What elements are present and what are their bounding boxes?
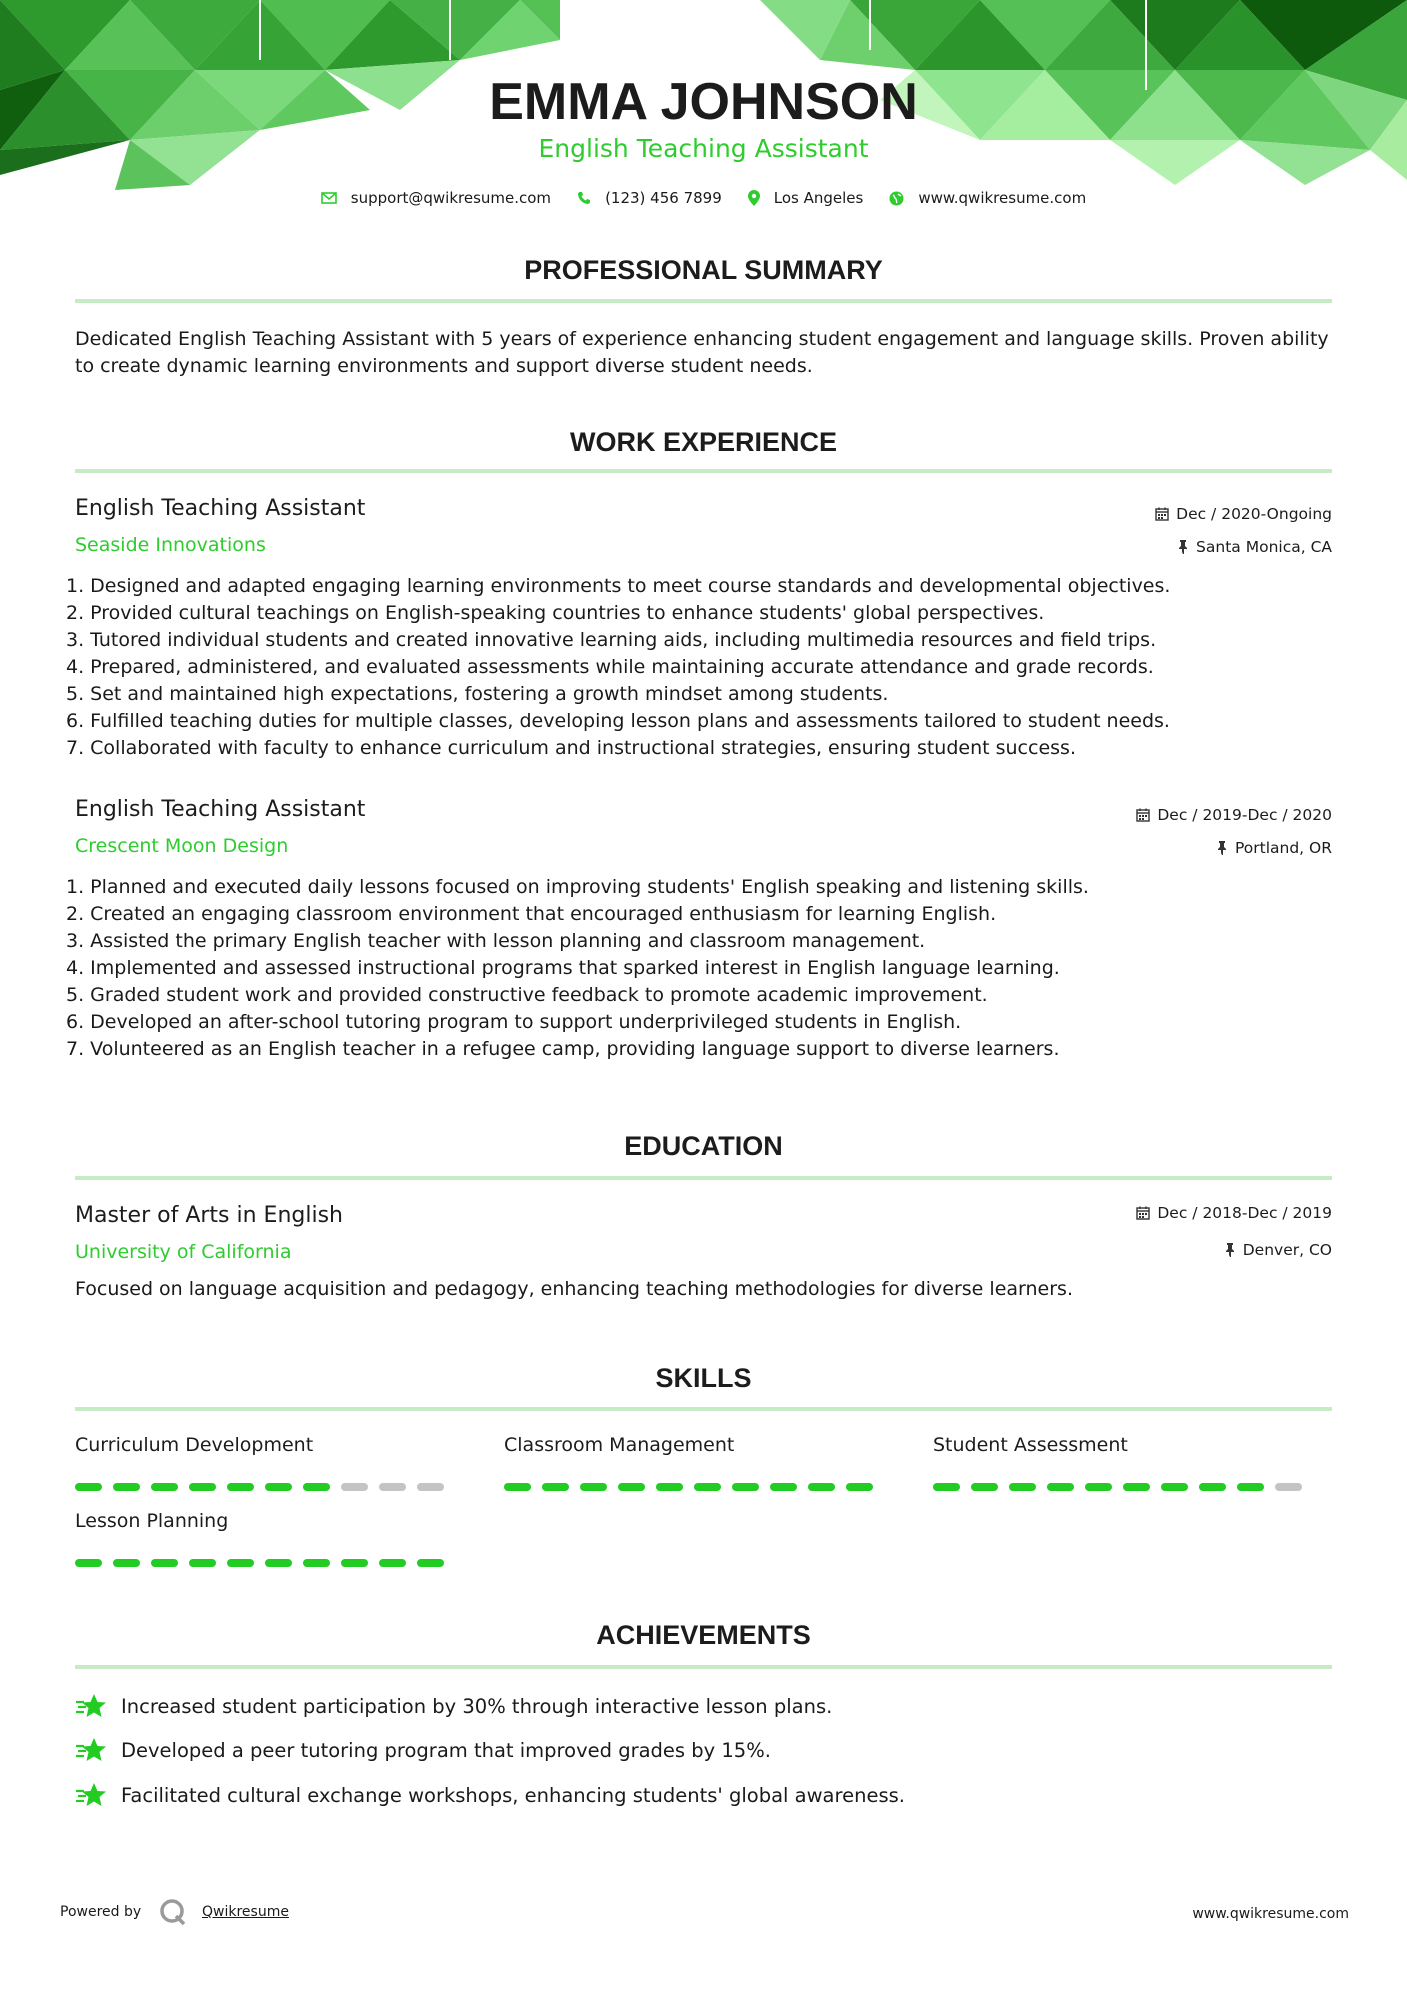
- list-item: 7. Collaborated with faculty to enhance curriculum and instructional strategies, ensuring student success.: [66, 737, 1076, 759]
- skill-segment-filled: [227, 1559, 254, 1567]
- list-item: 7. Volunteered as an English teacher in a refugee camp, providing language support to diverse learners.: [66, 1038, 1060, 1060]
- education-location-text: Denver, CO: [1242, 1241, 1332, 1259]
- experience-divider: [75, 469, 1332, 473]
- skill-segment-filled: [189, 1483, 216, 1491]
- skills-divider: [75, 1407, 1332, 1411]
- skill-segment-filled: [971, 1483, 998, 1491]
- summary-divider: [75, 299, 1332, 303]
- skill-segment-filled: [265, 1483, 292, 1491]
- pin-icon: [1224, 1243, 1236, 1257]
- contact-location: [748, 189, 864, 207]
- education-description: Focused on language acquisition and pedagogy, enhancing teaching methodologies for diverse learners.: [75, 1278, 1073, 1300]
- contact-email[interactable]: [321, 189, 551, 207]
- skill-segment-empty: [417, 1483, 444, 1491]
- job-bullets: [66, 874, 1346, 1063]
- job-bullets: [66, 573, 1346, 762]
- calendar-icon: [1155, 507, 1169, 521]
- education-divider: [75, 1176, 1332, 1180]
- phone-icon: [577, 191, 591, 205]
- achievements-heading: ACHIEVEMENTS: [596, 1620, 811, 1650]
- skill-segment-filled: [1161, 1483, 1188, 1491]
- website-text: www.qwikresume.com: [918, 189, 1087, 207]
- email-text: support@qwikresume.com: [350, 189, 552, 207]
- job-dates: [1155, 505, 1332, 523]
- education-dates: [1136, 1204, 1332, 1222]
- achievement-text: Facilitated cultural exchange workshops, enhancing students' global awareness.: [121, 1783, 905, 1807]
- achievement-text: Increased student participation by 30% through interactive lesson plans.: [121, 1694, 833, 1718]
- education-location: [1224, 1241, 1332, 1259]
- skill-segment-filled: [1047, 1483, 1074, 1491]
- skill-segment-filled: [1123, 1483, 1150, 1491]
- skill-segment-filled: [113, 1483, 140, 1491]
- achievement-item: [75, 1781, 905, 1809]
- list-item: 6. Fulfilled teaching duties for multiple classes, developing lesson plans and assessments tailored to student needs.: [66, 710, 1170, 732]
- candidate-title: English Teaching Assistant: [538, 134, 869, 163]
- list-item: 1. Designed and adapted engaging learning environments to meet course standards and developmental objectives.: [66, 575, 1171, 597]
- skill-segment-filled: [417, 1559, 444, 1567]
- contact-phone[interactable]: [577, 189, 722, 207]
- skill-segment-filled: [1085, 1483, 1112, 1491]
- skill-name: Student Assessment: [933, 1434, 1128, 1456]
- summary-heading: PROFESSIONAL SUMMARY: [524, 255, 883, 285]
- powered-by-label: Powered by: [60, 1904, 142, 1920]
- job-dates: [1136, 806, 1332, 824]
- skill-segment-filled: [1009, 1483, 1036, 1491]
- achievement-text: Developed a peer tutoring program that improved grades by 15%.: [121, 1738, 771, 1762]
- star-icon: [75, 1736, 107, 1764]
- list-item: 5. Graded student work and provided constructive feedback to promote academic improvement.: [66, 984, 988, 1006]
- skill-segment-filled: [542, 1483, 569, 1491]
- star-icon: [75, 1692, 107, 1720]
- skill-segment-filled: [694, 1483, 721, 1491]
- job-dates-text: Dec / 2019-Dec / 2020: [1157, 806, 1332, 824]
- achievement-item: [75, 1692, 832, 1720]
- list-item: 4. Prepared, administered, and evaluated assessments while maintaining accurate attendance and grade records.: [66, 656, 1154, 678]
- skill-segment-filled: [1237, 1483, 1264, 1491]
- skill-segment-filled: [770, 1483, 797, 1491]
- skill-segment-empty: [341, 1483, 368, 1491]
- skill-name: Lesson Planning: [75, 1510, 229, 1532]
- qwikresume-logo-icon: [159, 1898, 187, 1926]
- skill-level-bar: [933, 1483, 1302, 1491]
- skill-name: Classroom Management: [504, 1434, 735, 1456]
- job-title: English Teaching Assistant: [75, 496, 366, 521]
- achievement-item: [75, 1736, 771, 1764]
- education-heading: EDUCATION: [624, 1131, 783, 1161]
- skill-segment-empty: [1275, 1483, 1302, 1491]
- list-item: 1. Planned and executed daily lessons focused on improving students' English speaking and listening skills.: [66, 876, 1089, 898]
- globe-icon: [889, 191, 904, 206]
- footer-website[interactable]: www.qwikresume.com: [1192, 1906, 1349, 1922]
- skill-segment-filled: [75, 1483, 102, 1491]
- pin-icon: [1216, 841, 1228, 855]
- skill-segment-filled: [189, 1559, 216, 1567]
- qwikresume-link[interactable]: Qwikresume: [202, 1904, 289, 1920]
- contact-bar: [0, 189, 1407, 207]
- location-text: Los Angeles: [773, 189, 864, 207]
- skill-segment-filled: [846, 1483, 873, 1491]
- calendar-icon: [1136, 808, 1150, 822]
- skill-segment-filled: [933, 1483, 960, 1491]
- list-item: 6. Developed an after-school tutoring program to support underprivileged students in English.: [66, 1011, 962, 1033]
- skill-segment-filled: [303, 1483, 330, 1491]
- candidate-name: EMMA JOHNSON: [489, 73, 918, 131]
- calendar-icon: [1136, 1206, 1150, 1220]
- skill-segment-filled: [75, 1559, 102, 1567]
- job-location-text: Portland, OR: [1234, 839, 1332, 857]
- skill-segment-filled: [732, 1483, 759, 1491]
- education-dates-text: Dec / 2018-Dec / 2019: [1157, 1204, 1332, 1222]
- phone-text: (123) 456 7899: [605, 189, 722, 207]
- pin-icon: [1177, 540, 1189, 554]
- experience-heading: WORK EXPERIENCE: [569, 427, 838, 457]
- skill-level-bar: [75, 1483, 444, 1491]
- list-item: 3. Tutored individual students and created innovative learning aids, including multimedia resources and field trips.: [66, 629, 1157, 651]
- company-name: Seaside Innovations: [75, 534, 266, 556]
- job-dates-text: Dec / 2020-Ongoing: [1176, 505, 1332, 523]
- job-location: [1177, 538, 1332, 556]
- skill-level-bar: [504, 1483, 873, 1491]
- skill-segment-filled: [656, 1483, 683, 1491]
- skill-segment-filled: [341, 1559, 368, 1567]
- degree-title: Master of Arts in English: [75, 1203, 343, 1228]
- list-item: 3. Assisted the primary English teacher with lesson planning and classroom management.: [66, 930, 926, 952]
- skill-segment-filled: [808, 1483, 835, 1491]
- job-location: [1216, 839, 1332, 857]
- skill-segment-filled: [1199, 1483, 1226, 1491]
- skill-segment-filled: [618, 1483, 645, 1491]
- skill-segment-empty: [379, 1483, 406, 1491]
- skills-heading: SKILLS: [655, 1363, 752, 1393]
- summary-text: Dedicated English Teaching Assistant with 5 years of experience enhancing student engagement and language skills. Proven ability to create dynamic learning environments and support diverse student needs.: [75, 328, 1329, 377]
- job-title: English Teaching Assistant: [75, 797, 366, 822]
- skill-segment-filled: [227, 1483, 254, 1491]
- skill-level-bar: [75, 1559, 444, 1567]
- skill-segment-filled: [379, 1559, 406, 1567]
- company-name: Crescent Moon Design: [75, 835, 289, 857]
- skill-segment-filled: [265, 1559, 292, 1567]
- skill-segment-filled: [151, 1559, 178, 1567]
- envelope-icon: [321, 192, 337, 204]
- skill-segment-filled: [113, 1559, 140, 1567]
- list-item: 2. Created an engaging classroom environment that encouraged enthusiasm for learning English.: [66, 903, 997, 925]
- skill-name: Curriculum Development: [75, 1434, 314, 1456]
- list-item: 5. Set and maintained high expectations, fostering a growth mindset among students.: [66, 683, 889, 705]
- school-name: University of California: [75, 1241, 292, 1263]
- skill-segment-filled: [580, 1483, 607, 1491]
- skill-segment-filled: [303, 1559, 330, 1567]
- list-item: 2. Provided cultural teachings on English-speaking countries to enhance students' global perspectives.: [66, 602, 1045, 624]
- contact-website[interactable]: [889, 189, 1086, 207]
- map-pin-icon: [748, 190, 760, 206]
- job-location-text: Santa Monica, CA: [1196, 538, 1332, 556]
- star-icon: [75, 1781, 107, 1809]
- list-item: 4. Implemented and assessed instructional programs that sparked interest in English language learning.: [66, 957, 1060, 979]
- skill-segment-filled: [151, 1483, 178, 1491]
- skill-segment-filled: [504, 1483, 531, 1491]
- achievements-divider: [75, 1665, 1332, 1669]
